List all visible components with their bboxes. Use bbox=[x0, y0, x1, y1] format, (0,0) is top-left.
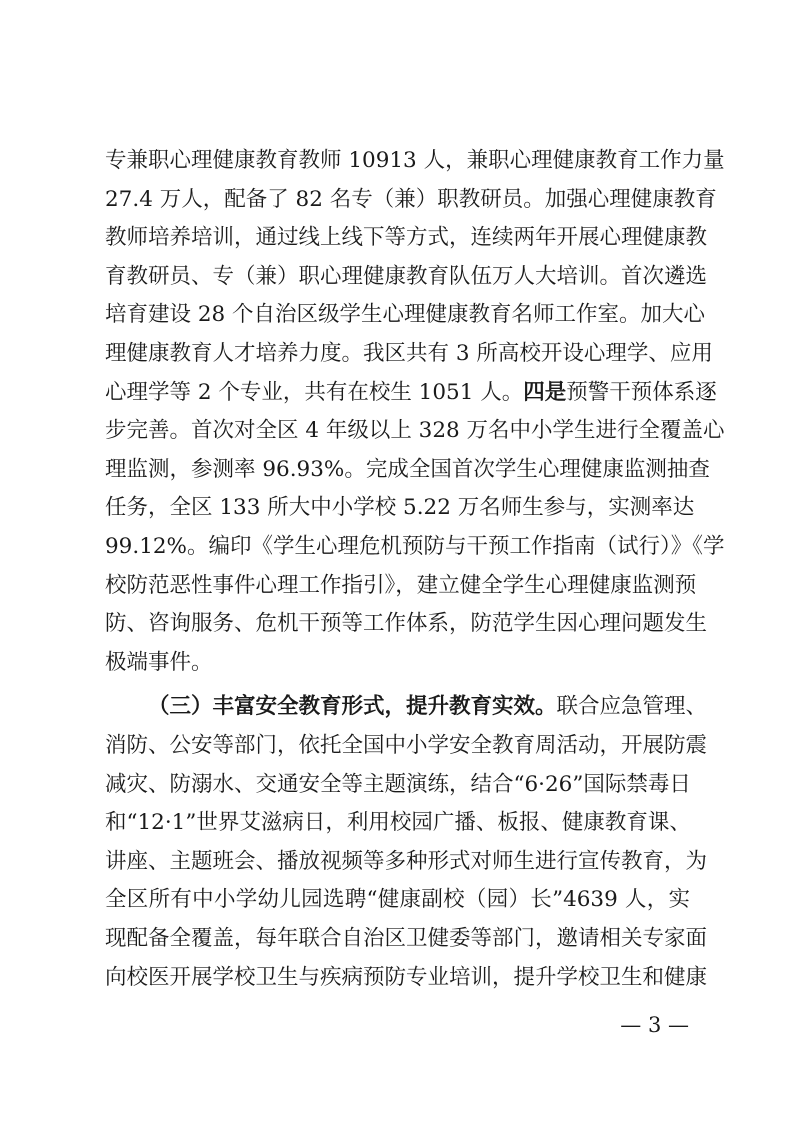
text-line: 向校医开展学校卫生与疾病预防专业培训，提升学校卫生和健康 bbox=[105, 964, 708, 990]
text-line: 任务，全区 133 所大中小学校 5.22 万名师生参与，实测率达 bbox=[105, 495, 695, 521]
text-segment: 联合应急管理、 bbox=[556, 694, 708, 720]
text-line bbox=[148, 692, 708, 722]
text-line: 极端事件。 bbox=[105, 649, 213, 675]
section-heading: （三）丰富安全教育形式，提升教育实效。 bbox=[148, 694, 557, 720]
text-line: 专兼职心理健康教育教师 10913 人，兼职心理健康教育工作力量 bbox=[105, 148, 725, 173]
text-line: 防、咨询服务、危机干预等工作体系，防范学生因心理问题发生 bbox=[105, 611, 708, 637]
text-line: 理健康教育人才培养力度。我区共有 3 所高校开设心理学、应用 bbox=[105, 341, 713, 366]
text-line: 培育建设 28 个自治区级学生心理健康教育名师工作室。加大心 bbox=[105, 302, 706, 328]
page-number: — 3 — bbox=[620, 1013, 689, 1037]
text-line bbox=[105, 378, 717, 408]
text-line: 减灾、防溺水、交通安全等主题演练，结合“6·26”国际禁毒日 bbox=[105, 771, 691, 797]
text-line: 教师培养培训，通过线上线下等方式，连续两年开展心理健康教 bbox=[105, 225, 708, 251]
text-line: 27.4 万人，配备了 82 名专（兼）职教研员。加强心理健康教育 bbox=[105, 186, 717, 212]
text-line: 理监测，参测率 96.93%。完成全国首次学生心理健康监测抽查 bbox=[105, 456, 710, 482]
text-segment: 心理学等 2 个专业，共有在校生 1051 人。 bbox=[105, 379, 524, 405]
text-line: 步完善。首次对全区 4 年级以上 328 万名中小学生进行全覆盖心 bbox=[105, 418, 725, 444]
text-line: 讲座、主题班会、播放视频等多种形式对师生进行宣传教育，为 bbox=[105, 848, 708, 874]
text-segment: 预警干预体系逐 bbox=[566, 379, 717, 405]
text-line: 校防范恶性事件心理工作指引》，建立健全学生心理健康监测预 bbox=[105, 572, 697, 598]
text-line: 和“12·1”世界艾滋病日，利用校园广播、板报、健康教育课、 bbox=[105, 810, 691, 836]
text-line: 99.12%。编印《学生心理危机预防与干预工作指南（试行）》《学 bbox=[105, 534, 725, 559]
text-line: 育教研员、专（兼）职心理健康教育队伍万人大培训。首次遴选 bbox=[105, 263, 708, 289]
bold-heading-text: 四是 bbox=[523, 379, 567, 405]
text-line: 全区所有中小学幼儿园选聘“健康副校（园）长”4639 人，实 bbox=[105, 887, 690, 913]
text-line: 消防、公安等部门，依托全国中小学安全教育周活动，开展防震 bbox=[105, 733, 708, 758]
text-line: 现配备全覆盖，每年联合自治区卫健委等部门，邀请相关专家面 bbox=[105, 926, 708, 951]
